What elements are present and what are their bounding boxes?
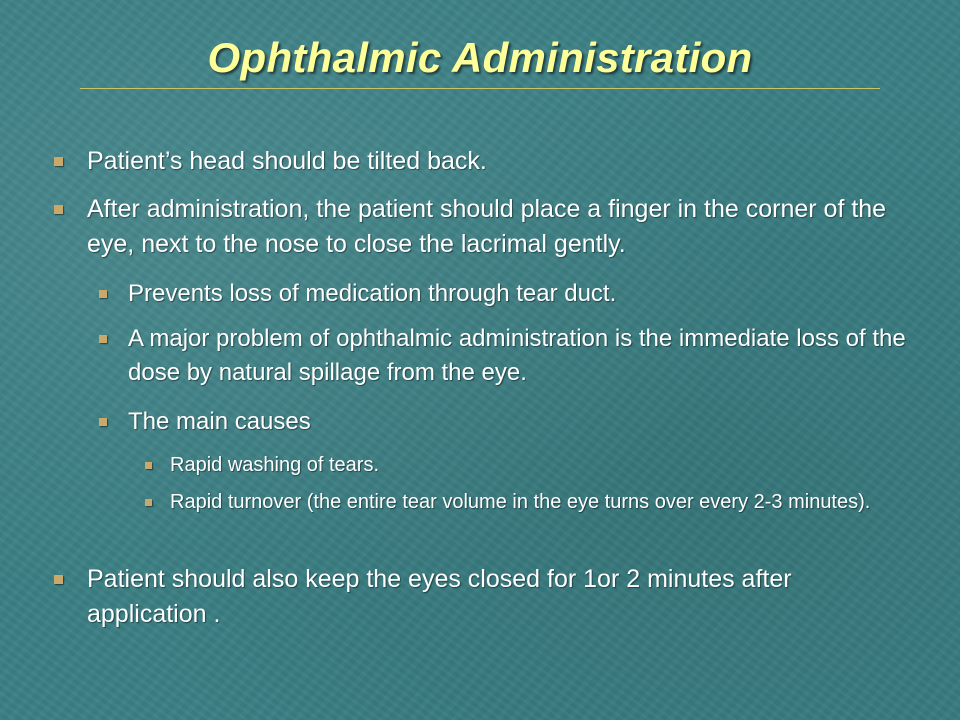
bullet-text: Rapid washing of tears.: [170, 454, 380, 476]
bullet-text: Patient’s head should be tilted back.: [87, 147, 487, 175]
bullet-text: The main causes: [128, 408, 311, 435]
sub-bullet-item-2: [128, 322, 918, 390]
sub-sub-bullet-item-2: [170, 487, 905, 517]
square-bullet-icon: [99, 290, 107, 298]
sub-bullet-item-1: [128, 277, 918, 311]
bullet-text: Patient should also keep the eyes closed for 1or 2 minutes after application .: [87, 565, 792, 628]
bullet-item-3: [87, 562, 887, 632]
bullet-item-2: [87, 192, 922, 262]
bullet-text: Prevents loss of medication through tear duct.: [128, 280, 617, 307]
square-bullet-icon: [145, 462, 152, 469]
square-bullet-icon: [99, 335, 107, 343]
bullet-item-1: [87, 144, 927, 179]
bullet-text: A major problem of ophthalmic administration is the immediate loss of the dose by natural spillage from the eye.: [128, 325, 906, 386]
bullet-text: After administration, the patient should place a finger in the corner of the eye, next to the nose to close the lacrimal gently.: [87, 195, 887, 258]
sub-bullet-item-3: [128, 405, 918, 439]
bullet-text: Rapid turnover (the entire tear volume in the eye turns over every 2-3 minutes).: [170, 491, 871, 513]
sub-sub-bullet-item-1: [170, 450, 910, 480]
square-bullet-icon: [54, 575, 63, 584]
square-bullet-icon: [145, 499, 152, 506]
square-bullet-icon: [99, 418, 107, 426]
square-bullet-icon: [54, 157, 63, 166]
square-bullet-icon: [54, 205, 63, 214]
slide-title: Ophthalmic Administration: [207, 34, 753, 81]
